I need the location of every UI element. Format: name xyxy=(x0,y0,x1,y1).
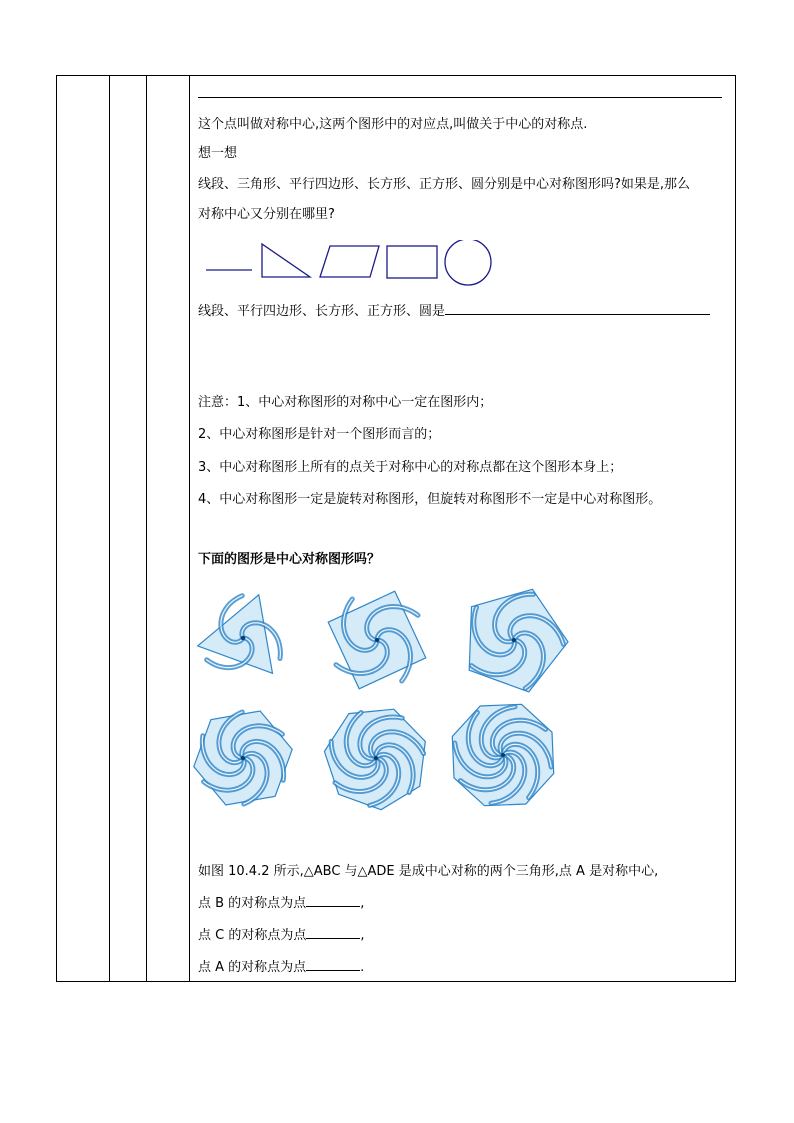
example-blank-a-label: 点 A 的对称点为点 xyxy=(198,960,307,975)
note-1: 注意：1、中心对称图形的对称中心一定在图形内； xyxy=(198,395,493,410)
blank-answer-line xyxy=(198,97,722,98)
circle-shape xyxy=(445,240,491,285)
triangle-shape xyxy=(262,244,310,277)
swirl-figure-3-sided xyxy=(198,595,281,674)
blank-a-line xyxy=(306,960,360,971)
question-line-2: 对称中心又分别在哪里? xyxy=(198,207,335,222)
blank-c-comma: , xyxy=(360,928,365,943)
answer-blank xyxy=(445,304,710,315)
example-blank-b xyxy=(198,896,364,912)
definition-text: 这个点叫做对称中心,这两个图形中的对应点,叫做关于中心的对称点. xyxy=(198,117,588,132)
swirl-figure-5-sided xyxy=(469,589,568,692)
answer-line xyxy=(198,304,710,320)
table-column-divider-2 xyxy=(146,75,147,982)
swirl-figure-4-sided xyxy=(328,591,426,689)
think-heading: 想一想 xyxy=(198,146,238,161)
note-3: 3、中心对称图形上所有的点关于对称中心的对称点都在这个图形本身上； xyxy=(198,460,623,475)
blank-c-line xyxy=(306,928,360,939)
example-blank-c-label: 点 C 的对称点为点 xyxy=(198,928,307,943)
blank-b-comma: , xyxy=(360,896,365,911)
swirl-figure-6-sided xyxy=(194,711,292,805)
blank-b-line xyxy=(306,896,360,907)
note-2: 2、中心对称图形是针对一个图形而言的； xyxy=(198,427,441,442)
example-blank-c xyxy=(198,928,364,944)
answer-prefix: 线段、平行四边形、长方形、正方形、圆是 xyxy=(198,304,446,319)
basic-shapes-figure xyxy=(190,240,736,290)
question-2: 下面的图形是中心对称图形吗？ xyxy=(198,552,381,567)
rectangle-shape xyxy=(387,246,437,278)
swirl-figure-8-sided xyxy=(452,704,553,805)
example-blank-b-label: 点 B 的对称点为点 xyxy=(198,896,307,911)
table-column-divider-1 xyxy=(109,75,110,982)
example-blank-a xyxy=(198,960,364,976)
swirl-figure-7-sided xyxy=(324,709,425,810)
note-4: 4、中心对称图形一定是旋转对称图形，但旋转对称图形不一定是中心对称图形。 xyxy=(198,492,662,507)
content-cell xyxy=(190,75,736,982)
swirl-figures xyxy=(190,580,736,820)
question-line-1: 线段、三角形、平行四边形、长方形、正方形、圆分别是中心对称图形吗?如果是,那么 xyxy=(198,177,691,192)
example-intro: 如图 10.4.2 所示,△ABC 与△ADE 是成中心对称的两个三角形,点 A 是对称中心, xyxy=(198,864,659,879)
parallelogram-shape xyxy=(320,246,379,277)
blank-a-period: . xyxy=(360,960,365,975)
